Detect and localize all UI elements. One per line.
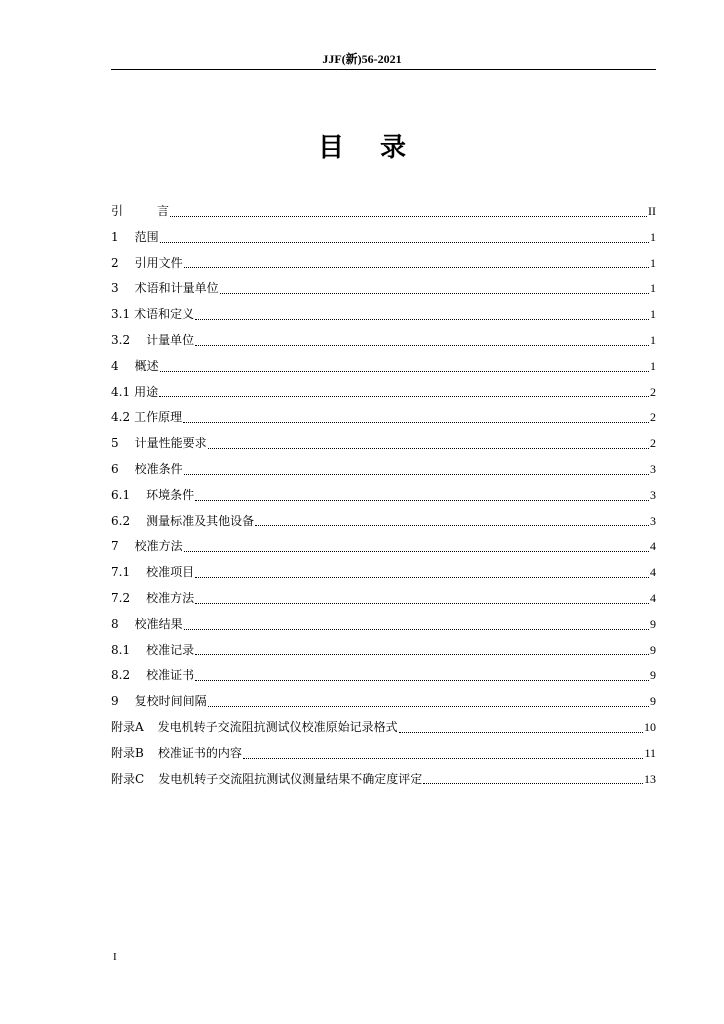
toc-entry[interactable]: [111, 431, 656, 457]
toc-entry-page: 4: [650, 590, 656, 605]
document-code-header: JJF(新)56-2021: [322, 52, 402, 66]
toc-entry-number: 6.1: [111, 487, 131, 502]
toc-entry-title: 引用文件: [134, 255, 183, 270]
toc-entry-page: 2: [650, 410, 656, 425]
toc-entry[interactable]: [111, 638, 656, 664]
toc-entry-number: 7.1: [111, 565, 131, 580]
toc-dot-leader: [184, 464, 649, 476]
toc-entry-page: 4: [650, 565, 656, 580]
toc-entry-page: 3: [650, 461, 656, 476]
toc-entry-label: [111, 328, 194, 354]
toc-entry-page: 2: [650, 436, 656, 451]
toc-dot-leader: [195, 644, 649, 656]
toc-entry-label: [111, 560, 194, 586]
toc-entry-page: 1: [650, 332, 656, 347]
toc-entry-title: 校准项目: [146, 565, 195, 580]
toc-entry-title: 发电机转子交流阻抗测试仪校准原始记录格式: [157, 719, 398, 734]
table-of-contents: [111, 199, 656, 792]
toc-entry-page: 2: [650, 384, 656, 399]
toc-entry-title: 校准记录: [146, 642, 195, 657]
header-divider: [111, 69, 656, 70]
toc-entry-page: 9: [650, 642, 656, 657]
toc-title-char-1: 目: [317, 133, 344, 163]
toc-entry[interactable]: [111, 328, 656, 354]
toc-entry-number: 引: [111, 204, 124, 218]
toc-dot-leader: [195, 593, 649, 605]
toc-entry[interactable]: [111, 612, 656, 638]
toc-entry-page: 9: [650, 694, 656, 709]
toc-entry-number: 4.2: [111, 410, 131, 425]
toc-dot-leader: [195, 567, 649, 579]
toc-entry-title: 计量单位: [146, 332, 195, 347]
toc-entry[interactable]: [111, 509, 656, 535]
toc-entry-title: 校准条件: [134, 461, 183, 476]
toc-entry-page: 1: [650, 358, 656, 373]
toc-entry-number: 9: [111, 694, 119, 709]
toc-dot-leader: [208, 696, 649, 708]
toc-entry[interactable]: [111, 715, 656, 741]
toc-entry-title: 环境条件: [146, 487, 195, 502]
toc-entry-page: 1: [650, 255, 656, 270]
toc-entry-number: 附录C: [111, 771, 145, 786]
toc-dot-leader: [170, 206, 647, 218]
toc-dot-leader: [184, 619, 649, 631]
toc-entry[interactable]: [111, 405, 656, 431]
toc-entry-number: 3.1: [111, 307, 131, 322]
toc-entry-title: 工作原理: [134, 410, 183, 425]
toc-entry[interactable]: [111, 483, 656, 509]
toc-dot-leader: [183, 412, 649, 424]
toc-dot-leader: [160, 232, 649, 244]
toc-entry-label: [111, 276, 219, 302]
toc-dot-leader: [423, 773, 643, 785]
toc-entry[interactable]: [111, 457, 656, 483]
toc-entry-number: 3.2: [111, 332, 131, 347]
toc-dot-leader: [159, 386, 649, 398]
toc-entry[interactable]: [111, 586, 656, 612]
toc-entry-number: 3: [111, 281, 119, 296]
toc-entry-title: 校准证书: [146, 668, 195, 683]
toc-entry-number: 5: [111, 436, 119, 451]
toc-title: [0, 130, 724, 166]
toc-entry[interactable]: [111, 663, 656, 689]
toc-entry-page: 4: [650, 539, 656, 554]
toc-entry[interactable]: [111, 689, 656, 715]
toc-entry-title: 校准方法: [146, 590, 195, 605]
toc-entry[interactable]: [111, 251, 656, 277]
toc-entry-page: 1: [650, 229, 656, 244]
toc-dot-leader: [220, 283, 649, 295]
toc-entry-label: [111, 251, 183, 277]
toc-entry-number: 附录B: [111, 745, 144, 760]
toc-entry-page: 3: [650, 487, 656, 502]
toc-entry-number: 7.2: [111, 590, 131, 605]
toc-entry-label: [111, 767, 422, 793]
toc-entry-label: [111, 483, 194, 509]
toc-entry-title: 术语和计量单位: [134, 281, 219, 296]
toc-entry-number: 8.2: [111, 668, 131, 683]
toc-dot-leader: [195, 335, 649, 347]
toc-entry-label: [111, 509, 254, 535]
toc-entry[interactable]: [111, 741, 656, 767]
toc-entry-title: 言: [157, 204, 170, 218]
toc-dot-leader: [184, 257, 649, 269]
toc-dot-leader: [195, 490, 649, 502]
toc-entry-label: [111, 380, 158, 406]
toc-dot-leader: [160, 361, 649, 373]
toc-dot-leader: [195, 309, 649, 321]
toc-entry-title: 复校时间间隔: [134, 694, 207, 709]
toc-entry-page: 10: [644, 719, 656, 734]
toc-entry[interactable]: [111, 225, 656, 251]
toc-entry[interactable]: [111, 199, 656, 225]
toc-entry-title: 范围: [134, 229, 159, 244]
toc-entry-label: [111, 586, 194, 612]
toc-entry-label: [111, 612, 183, 638]
toc-entry-page: 3: [650, 513, 656, 528]
toc-entry[interactable]: [111, 560, 656, 586]
toc-entry-number: 8.1: [111, 642, 131, 657]
page-number: I: [113, 951, 117, 963]
toc-entry-label: [111, 534, 183, 560]
toc-entry-title: 校准证书的内容: [157, 745, 242, 760]
toc-dot-leader: [184, 541, 649, 553]
toc-entry-page: II: [648, 204, 656, 218]
toc-entry[interactable]: [111, 767, 656, 793]
toc-entry-title: 术语和定义: [134, 307, 195, 322]
toc-entry-label: [111, 741, 242, 767]
toc-entry[interactable]: [111, 276, 656, 302]
toc-dot-leader: [255, 515, 649, 527]
toc-entry-number: 1: [111, 229, 119, 244]
toc-entry-number: 6.2: [111, 513, 131, 528]
toc-entry-number: 附录A: [111, 719, 144, 734]
toc-entry-number: 6: [111, 461, 119, 476]
toc-entry-title: 概述: [134, 358, 159, 373]
toc-entry-label: [111, 431, 207, 457]
toc-entry-number: 8: [111, 616, 119, 631]
toc-entry-number: 4.1: [111, 384, 131, 399]
toc-entry-title: 发电机转子交流阻抗测试仪测量结果不确定度评定: [158, 771, 423, 786]
toc-entry[interactable]: [111, 534, 656, 560]
toc-entry[interactable]: [111, 302, 656, 328]
toc-entry-page: 9: [650, 668, 656, 683]
toc-entry-label: [111, 638, 194, 664]
toc-entry-page: 1: [650, 281, 656, 296]
toc-entry-title: 测量标准及其他设备: [146, 513, 255, 528]
toc-entry[interactable]: [111, 380, 656, 406]
toc-dot-leader: [243, 748, 644, 760]
toc-dot-leader: [195, 670, 649, 682]
toc-entry-title: 校准方法: [134, 539, 183, 554]
toc-title-char-2: 录: [380, 133, 407, 163]
toc-entry-number: 4: [111, 358, 119, 373]
toc-entry-number: 7: [111, 539, 119, 554]
toc-entry-label: [111, 405, 182, 431]
toc-dot-leader: [208, 438, 649, 450]
toc-entry-title: 用途: [134, 384, 159, 399]
toc-entry[interactable]: [111, 354, 656, 380]
toc-entry-title: 校准结果: [134, 616, 183, 631]
toc-entry-label: [111, 354, 159, 380]
toc-entry-label: [111, 663, 194, 689]
toc-entry-label: [111, 715, 398, 741]
toc-entry-number: 2: [111, 255, 119, 270]
toc-entry-label: [111, 302, 194, 328]
toc-entry-title: 计量性能要求: [134, 436, 207, 451]
toc-entry-page: 9: [650, 616, 656, 631]
toc-entry-label: [111, 199, 169, 225]
toc-entry-label: [111, 225, 159, 251]
toc-dot-leader: [399, 722, 643, 734]
toc-entry-label: [111, 457, 183, 483]
toc-entry-page: 1: [650, 307, 656, 322]
toc-entry-page: 13: [644, 771, 656, 786]
toc-entry-label: [111, 689, 207, 715]
toc-entry-page: 11: [644, 745, 656, 760]
